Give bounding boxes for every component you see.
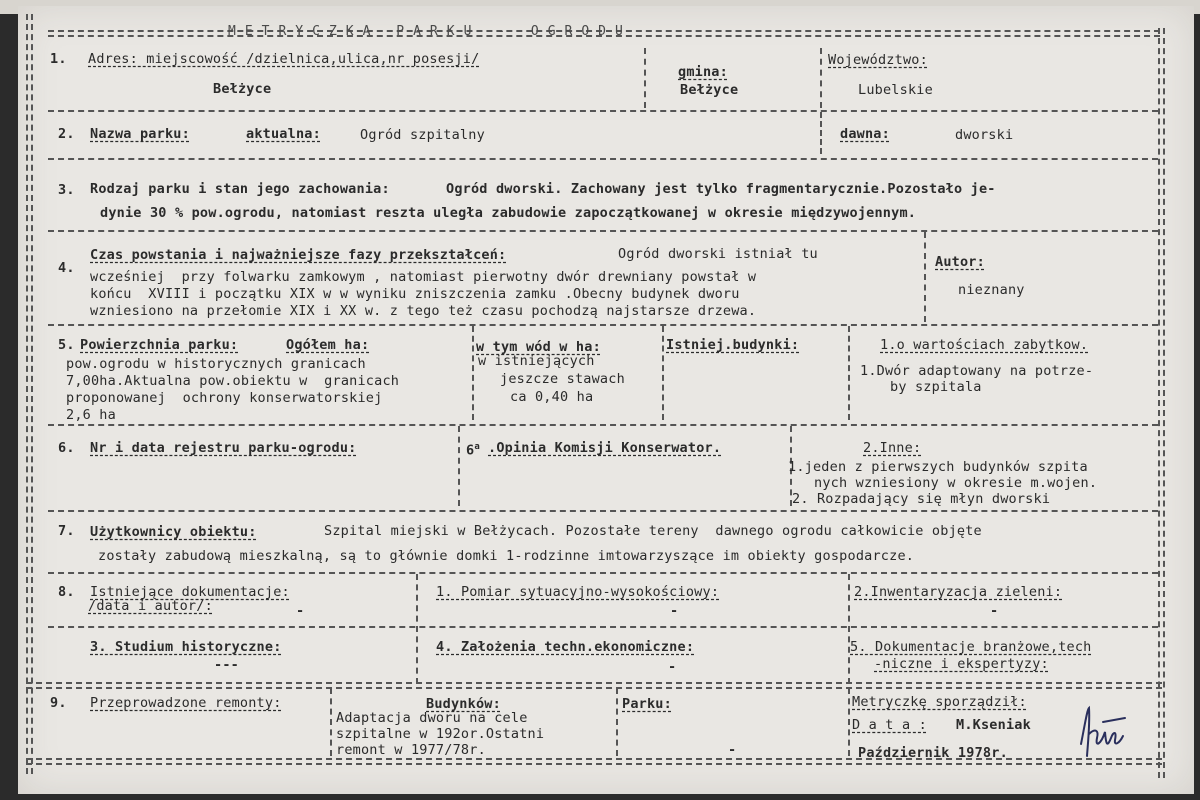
s9-buildings-2: szpitalne w 192or.Ostatni xyxy=(336,726,545,742)
s8-doc-4-value: - xyxy=(668,659,677,675)
s5-divider-1 xyxy=(472,326,474,420)
s8-number: 8. xyxy=(58,584,75,600)
s5-line-3: proponowanej ochrony konserwatorskiej xyxy=(66,390,383,406)
s4-label: Czas powstania i najważniejsze fazy przekształceń: xyxy=(90,247,507,263)
s9-divider-2 xyxy=(616,688,618,756)
s9-author: M.Kseniak xyxy=(956,717,1031,733)
s4-divider xyxy=(924,232,926,322)
s8-doc-3: 3. Studium historyczne: xyxy=(90,639,282,655)
s8-label: Istniejące dokumentacje: xyxy=(90,584,290,600)
park-record-card xyxy=(18,6,1194,794)
s1-divider-2 xyxy=(820,48,822,108)
s7-rule xyxy=(48,572,1158,574)
s8-value-dash: - xyxy=(296,603,305,619)
signature-mark xyxy=(1073,704,1133,764)
s1-woj-value: Lubelskie xyxy=(858,82,933,98)
s2-current-value: Ogród szpitalny xyxy=(360,127,485,143)
s8-doc-5a: 5. Dokumentacje branżowe,tech xyxy=(850,639,1092,655)
s6-opinion-label: .Opinia Komisji Konserwator. xyxy=(488,440,722,456)
s6-rule xyxy=(48,510,1158,512)
s9-divider-1 xyxy=(330,688,332,756)
s1-address-label: Adres: miejscowość /dzielnica,ulica,nr posesji/ xyxy=(88,51,480,67)
s4-line-1: Ogród dworski istniał tu xyxy=(618,246,818,262)
s7-label: Użytkownicy obiektu: xyxy=(90,524,257,540)
left-border xyxy=(26,14,33,774)
s8-divider-1 xyxy=(416,574,418,684)
s1-rule xyxy=(48,110,1158,112)
s5-rule xyxy=(48,424,1158,426)
s3-rule xyxy=(48,230,1158,232)
s3-line-2: dynie 30 % pow.ogrodu, natomiast reszta uległa zabudowie zapoczątkowanej w okresie międzywojennym. xyxy=(100,205,917,221)
s6-label: Nr i data rejestru parku-ogrodu: xyxy=(90,440,357,456)
s5-monuments-label: 1.o wartościach zabytkow. xyxy=(880,337,1089,353)
s9-label: Przeprowadzone remonty: xyxy=(90,695,282,711)
s1-woj-label: Województwo: xyxy=(828,52,928,68)
s4-line-4: wzniesiono na przełomie XIX i XX w. z tego też czasu pochodzą najstarsze drzewa. xyxy=(90,303,757,319)
s5-water-1: w istniejących xyxy=(478,353,595,369)
s9-divider-3 xyxy=(848,688,850,756)
s4-rule xyxy=(48,324,1158,326)
s7-line-2: zostały zabudową mieszkalną, są to głównie domki 1-rodzinne imtowarzyszące im obiekty gospodarcze. xyxy=(98,548,915,564)
s1-number: 1. xyxy=(50,51,67,67)
s5-line-4: 2,6 ha xyxy=(66,407,116,423)
s6-other-label: 2.Inne: xyxy=(863,440,922,456)
s6-opinion-superscript: a xyxy=(474,442,480,452)
s2-former-value: dworski xyxy=(955,127,1014,143)
s5-water-3: ca 0,40 ha xyxy=(510,389,594,405)
s3-label: Rodzaj parku i stan jego zachowania: xyxy=(90,181,390,197)
s2-current-label: aktualna: xyxy=(246,126,321,142)
s5-water-label: w tym wód w ha: xyxy=(476,339,601,355)
s2-rule xyxy=(48,158,1158,160)
s5-monuments-2: by szpitala xyxy=(890,379,982,395)
s5-number: 5. xyxy=(58,337,75,353)
s8-doc-5b: -niczne i ekspertyzy: xyxy=(874,656,1049,672)
s5-divider-2 xyxy=(662,326,664,420)
s8-divider-2 xyxy=(848,574,850,684)
s5-total-label: Ogółem ha: xyxy=(286,337,370,353)
s3-line-1: Ogród dworski. Zachowany jest tylko fragmentarycznie.Pozostało je- xyxy=(446,181,996,197)
s8-doc-3-value: --- xyxy=(214,657,239,673)
s5-monuments-1: 1.Dwór adaptowany na potrze- xyxy=(860,363,1094,379)
s2-label: Nazwa parku: xyxy=(90,126,190,142)
s6-other-3: 2. Rozpadający się młyn dworski xyxy=(792,491,1051,507)
right-border xyxy=(1158,28,1165,778)
s8-doc-2: 2.Inwentaryzacja zieleni: xyxy=(854,584,1063,600)
s5-water-2: jeszcze stawach xyxy=(500,371,625,387)
s3-number: 3. xyxy=(58,182,75,198)
s8-doc-2-value: - xyxy=(990,603,999,619)
s9-number: 9. xyxy=(50,695,67,711)
s8-doc-4: 4. Założenia techn.ekonomiczne: xyxy=(436,639,695,655)
s5-divider-3 xyxy=(848,326,850,420)
document-title: METRYCZKA PARKU - OGRODU xyxy=(228,24,632,39)
s6-other-2: nych wzniesiony w okresie m.wojen. xyxy=(814,475,1098,491)
s2-number: 2. xyxy=(58,126,75,142)
s1-gmina-label: gmina: xyxy=(678,64,728,80)
s4-line-2: wcześniej przy folwarku zamkowym , natomiast pierwotny dwór drewniany powstał w xyxy=(90,269,757,285)
s8-rule xyxy=(26,682,1162,689)
s8-doc-1: 1. Pomiar sytuacyjno-wysokościowy: xyxy=(436,584,720,600)
s9-buildings-3: remont w 1977/78r. xyxy=(336,742,486,758)
s4-line-3: końcu XVIII i początku XIX w w wyniku zniszczenia zamku .Obecny budynek dworu xyxy=(90,286,740,302)
s9-buildings-1: Adaptacja dworu na cele xyxy=(336,710,528,726)
s9-date-label: D a t a : xyxy=(852,717,927,733)
s5-label: Powierzchnia parku: xyxy=(80,337,239,353)
s1-gmina-value: Bełżyce xyxy=(680,82,739,98)
s2-divider xyxy=(820,112,822,154)
s6-other-1: 1.jeden z pierwszych budynków szpita xyxy=(788,459,1088,475)
s9-park-label: Parku: xyxy=(622,696,672,712)
s4-author-label: Autor: xyxy=(935,254,985,270)
s6-divider-1 xyxy=(458,426,460,506)
s8-mid-rule xyxy=(48,626,1158,628)
s2-former-label: dawna: xyxy=(840,126,890,142)
s9-date: Październik 1978r. xyxy=(858,745,1008,761)
s7-number: 7. xyxy=(58,523,75,539)
s5-buildings-label: Istniej.budynki: xyxy=(666,337,800,353)
s9-made-by-label: Metryczkę sporządził: xyxy=(852,694,1027,710)
s6-number: 6. xyxy=(58,440,75,456)
s9-park-value: - xyxy=(728,742,737,758)
s7-line-1: Szpital miejski w Bełżycach. Pozostałe tereny dawnego ogrodu całkowicie objęte xyxy=(324,523,982,539)
s5-line-2: 7,00ha.Aktualna pow.obiektu w granicach xyxy=(66,373,400,389)
s1-address-value: Bełżyce xyxy=(213,81,272,97)
s5-line-1: pow.ogrodu w historycznych granicach xyxy=(66,356,366,372)
s4-author-value: nieznany xyxy=(958,282,1025,298)
s8-doc-1-value: - xyxy=(670,603,679,619)
s1-divider-1 xyxy=(644,48,646,108)
s8-sub-label: /data i autor/: xyxy=(88,598,213,614)
s9-buildings-label: Budynków: xyxy=(426,696,501,712)
s4-number: 4. xyxy=(58,260,75,276)
s6-opinion-number: 6$^a$ xyxy=(466,442,480,459)
